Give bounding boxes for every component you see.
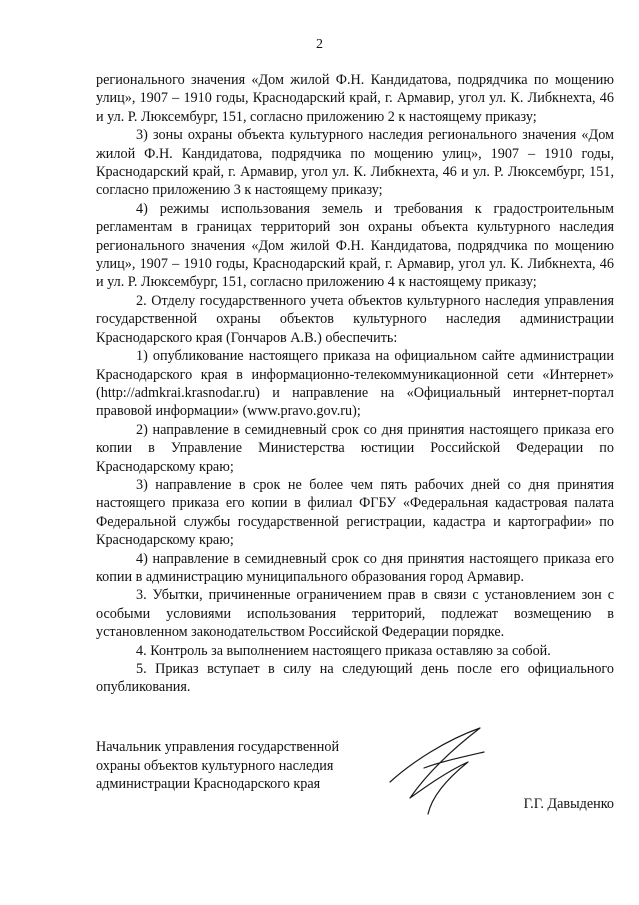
page-number: 2 — [316, 37, 323, 52]
signatory-position-line: охраны объектов культурного наследия — [96, 757, 334, 774]
signature-block — [96, 738, 614, 818]
paragraph: 2. Отделу государственного учета объектов культурного наследия управления государственной охраны объектов культурного наследия администрации Краснодарского края (Гончаров А.В.) обеспечить: — [96, 292, 614, 346]
paragraph: 2) направление в семидневный срок со дня принятия настоящего приказа его копии в Управление Министерства юстиции Российской Федерации по Краснодарскому краю; — [96, 421, 614, 475]
paragraph: 4) режимы использования земель и требования к градостроительным регламентам в границах территорий зон охраны объекта культурного наследия регионального значения «Дом жилой Ф.Н. Кандидатова, подрядчика по мощению улиц», 1907 – 1910 годы, Краснодарский край, г. Армавир, угол ул. К. Либкнехта, 46 и ул. Р. Люксембург, 151, согласно приложению 4 к настоящему приказу; — [96, 200, 614, 291]
document-body — [96, 71, 614, 697]
paragraph: 3) направление в срок не более чем пять рабочих дней со дня принятия настоящего приказа его копии в филиал ФГБУ «Федеральная кадастровая палата Федеральной службы государственной регистрации, кадастра и картографии» по Краснодарскому краю; — [96, 476, 614, 549]
paragraph: 1) опубликование настоящего приказа на официальном сайте администрации Краснодарского края в информационно-телекоммуникационной сети «Интернет» (http://admkrai.krasnodar.ru) и направление на «Официальный интернет-портал правовой информации» (www.pravo.gov.ru); — [96, 348, 614, 420]
signatory-position — [96, 738, 339, 794]
signatory-position-line: Начальник управления государственной — [96, 739, 340, 755]
paragraph: 4. Контроль за выполнением настоящего приказа оставляю за собой. — [136, 642, 551, 659]
paragraph: 3) зоны охраны объекта культурного наследия регионального значения «Дом жилой Ф.Н. Кандидатова, подрядчика по мощению улиц», 1907 – 1910 годы, Краснодарский край, г. Армавир, угол ул. К. Либкнехта, 46 и ул. Р. Люксембург, 151, согласно приложению 3 к настоящему приказу; — [96, 127, 614, 199]
paragraph: регионального значения «Дом жилой Ф.Н. Кандидатова, подрядчика по мощению улиц», 1907 – 1910 годы, Краснодарский край, г. Армавир, угол ул. К. Либкнехта, 46 и ул. Р. Люксембург, 151, согласно приложению 2 к настоящему приказу; — [96, 72, 614, 125]
signatory-name: Г.Г. Давыденко — [523, 796, 614, 812]
signatory-position-line: администрации Краснодарского края — [96, 776, 321, 792]
paragraph: 5. Приказ вступает в силу на следующий день после его официального опубликования. — [96, 661, 614, 696]
paragraph: 3. Убытки, причиненные ограничением прав в связи с установлением зон с особыми условиями использования территорий, подлежат возмещению в установленном законодательством Российской Федерации порядке. — [96, 587, 614, 641]
paragraph: 4) направление в семидневный срок со дня принятия настоящего приказа его копии в администрацию муниципального образования город Армавир. — [96, 550, 614, 585]
handwritten-signature — [384, 722, 496, 818]
